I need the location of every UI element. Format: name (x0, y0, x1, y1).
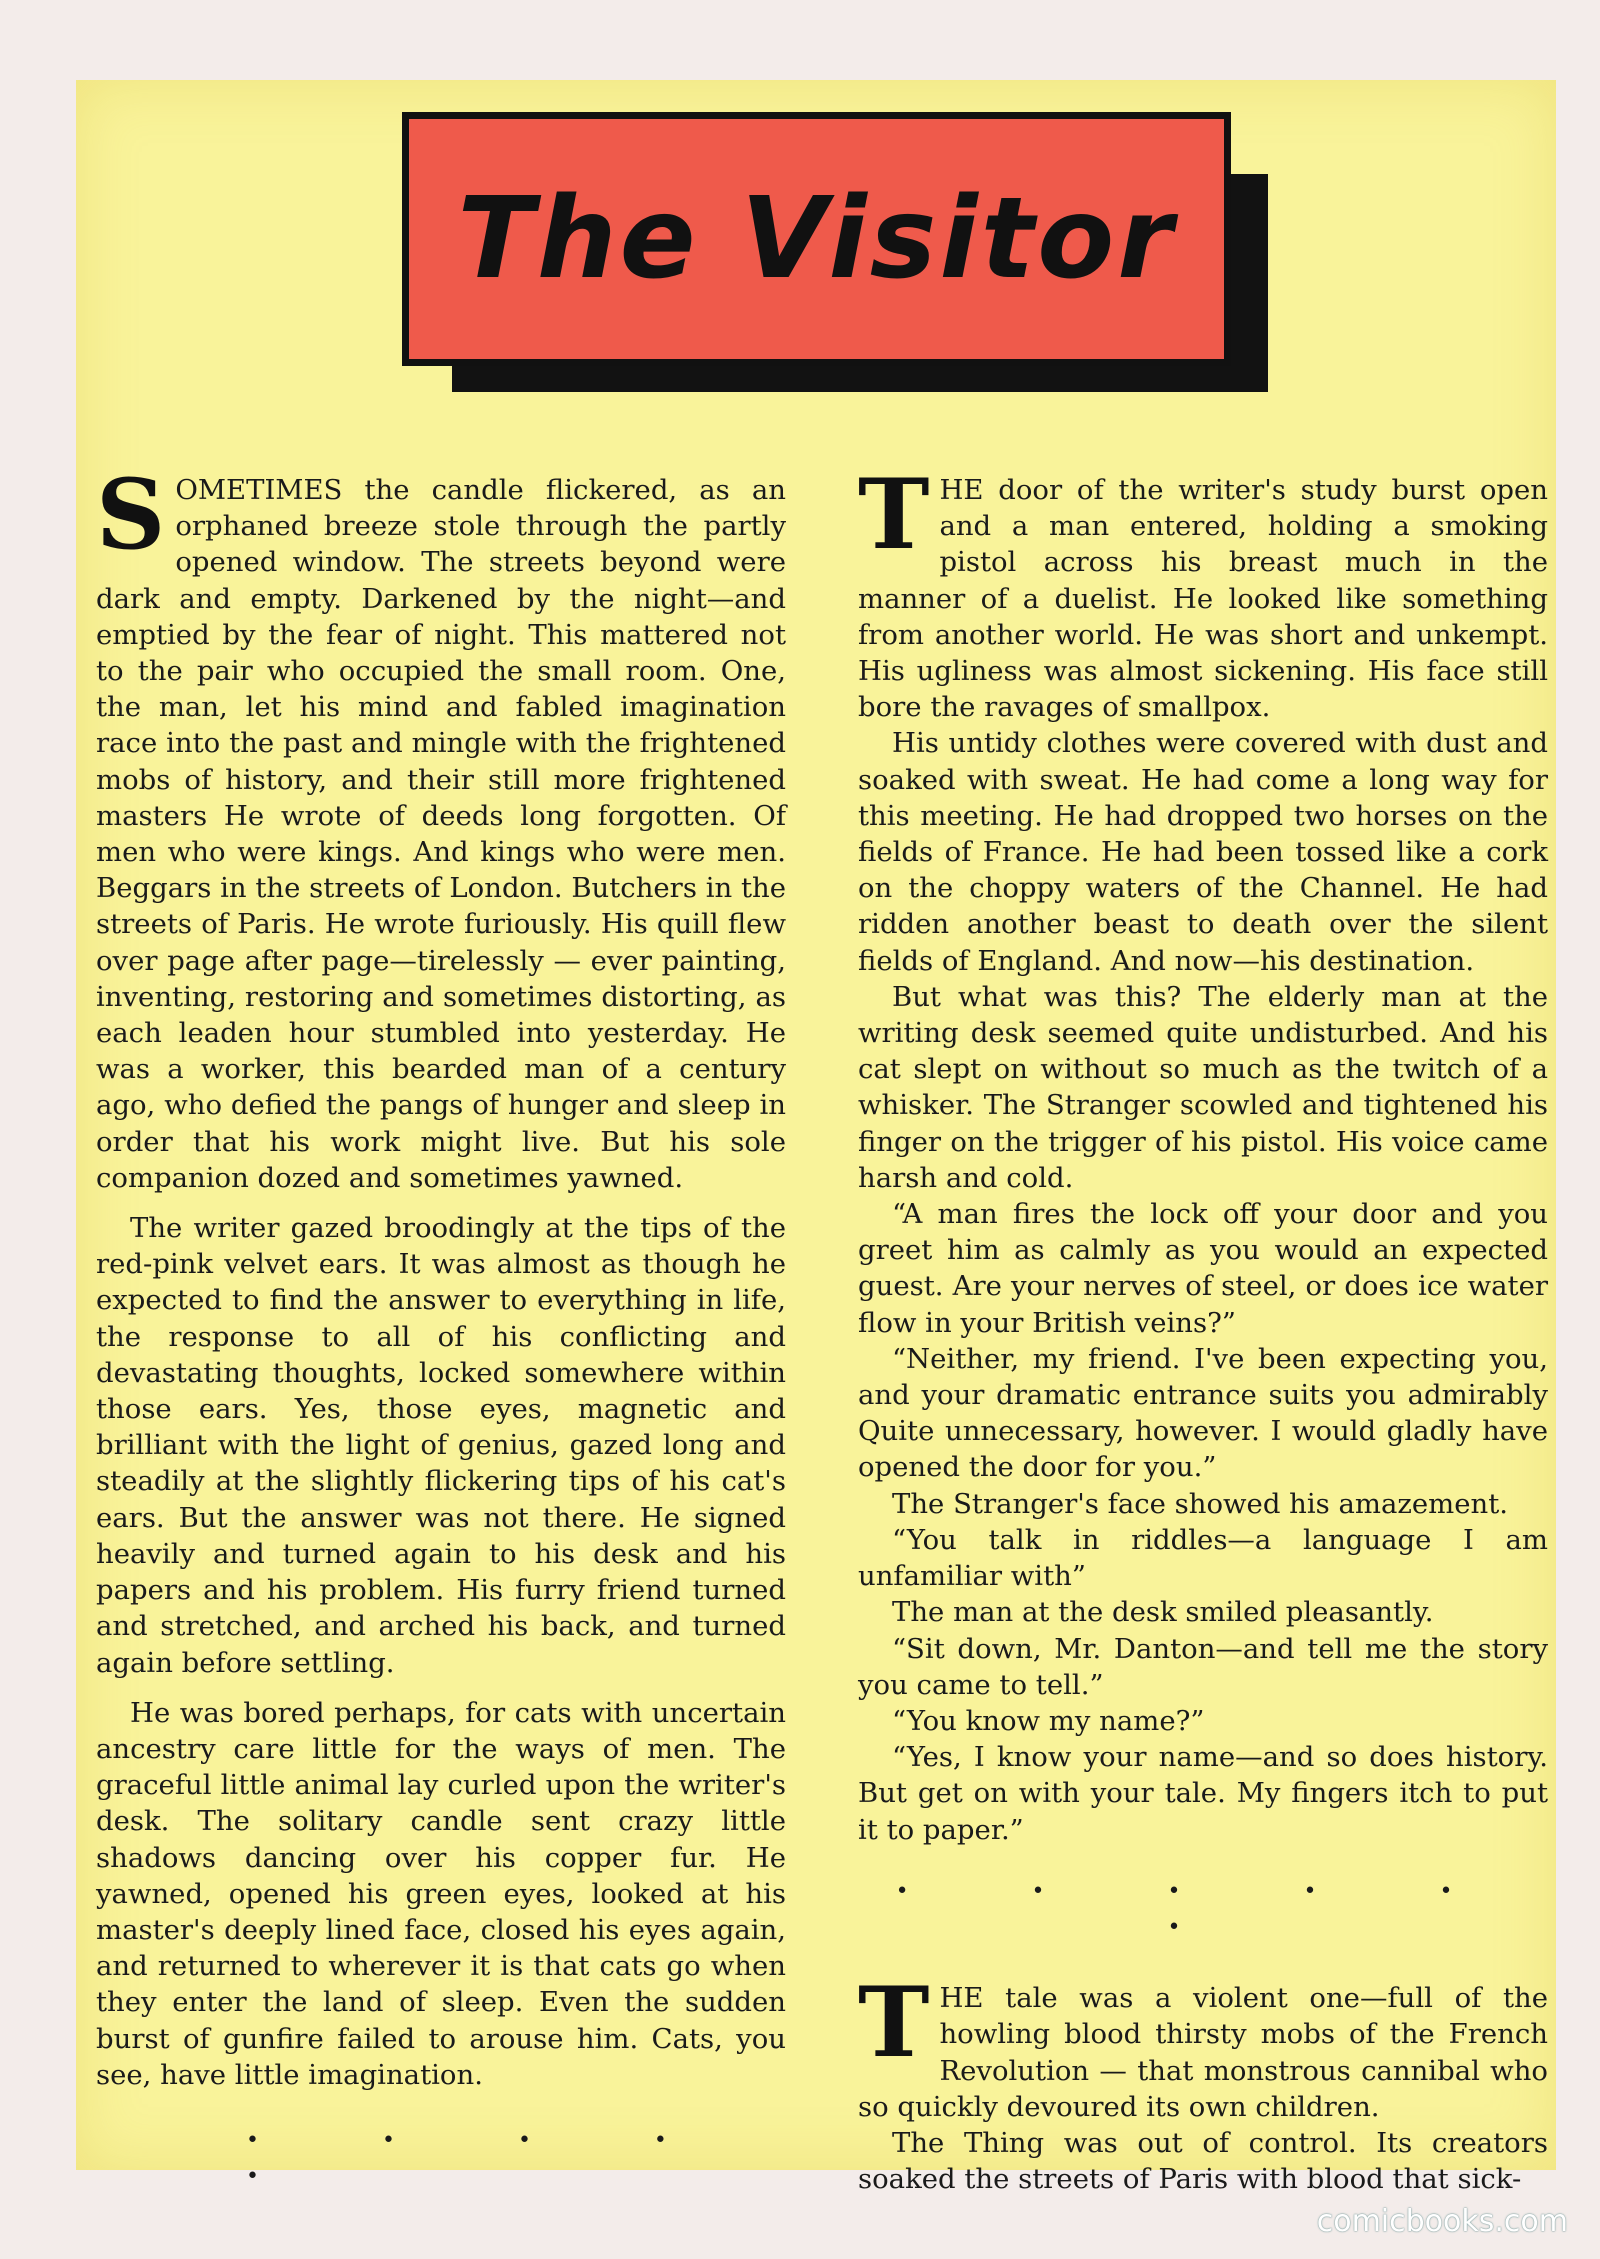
paragraph (858, 1966, 1548, 2125)
paragraph: The man at the desk smiled pleasantly. (892, 1596, 1434, 1629)
paragraph: But what was this? The elderly man at the writing desk seemed quite undisturbed. And his cat slept on without so much as the twitch of a whisker. The Stranger scowled and tightened his finger on the trigger of his pistol. His voice came harsh and cold. (858, 980, 1548, 1194)
paragraph: The Stranger's face showed his amazement. (892, 1487, 1509, 1520)
paragraph: The Thing was out of control. Its creators soaked the streets of Paris with blood that sick- (858, 2126, 1548, 2196)
paragraph: “A man fires the lock off your door and you greet him as calmly as you would an expected guest. Are your nerves of steel, or does ice water flow in your British veins?” (858, 1198, 1548, 1339)
paragraph: “Yes, I know your name—and so does history. But get on with your tale. My fingers itch to put it to paper.” (858, 1741, 1548, 1846)
paragraph: He was bored perhaps, for cats with uncertain ancestry care little for the ways of men. The graceful little animal lay curled upon the writer's desk. The solitary candle sent crazy little shadows dancing over his copper fur. He yawned, opened his green eyes, looked at his master's deeply lined face, closed his eyes again, and returned to wherever it is that cats go when they enter the land of sleep. Even the sudden burst of gunfire failed to arouse him. Cats, you see, have little imagination. (96, 1696, 786, 2091)
paragraph: “You know my name?” (892, 1704, 1205, 1737)
paragraph-text: HE tale was a violent one—full of the howling blood thirsty mobs of the French Revolution — that monstrous cannibal who so quickly devoured its own children. (858, 1982, 1548, 2123)
section-separator: • • • • • (246, 2127, 725, 2190)
paragraph: “Sit down, Mr. Danton—and tell me the story you came to tell.” (858, 1632, 1548, 1701)
paragraph (858, 458, 1548, 725)
watermark: comicbooks.com (1316, 2204, 1568, 2239)
right-column (858, 458, 1548, 2197)
drop-cap: S (96, 458, 166, 571)
story-title: The Visitor (457, 174, 1176, 304)
paragraph-text: OMETIMES the candle flickered, as an orphaned breeze stole through the partly opened window. The streets beyond were dark and empty. Darkened by the night—and emptied by the fear of night. This mattered not to the pair who occupied the small room. One, the man, let his mind and fabled imagination race into the past and mingle with the frightened mobs of history, and their still more frightened masters He wrote of deeds long forgotten. Of men who were kings. And kings who were men. Beggars in the streets of London. Butchers in the streets of Paris. He wrote furiously. His quill flew over page after page—tirelessly — ever painting, inventing, restoring and sometimes distorting, as each leaden hour stumbled into yesterday. He was a worker, this bearded man of a century ago, who defied the pangs of hunger and sleep in order that his work might live. But his sole companion dozed and sometimes yawned. (96, 474, 786, 1194)
paragraph (96, 458, 786, 1196)
section-separator: • • • • • • (895, 1878, 1511, 1940)
left-column (96, 458, 786, 2229)
paragraph-text: HE door of the writer's study burst open and a man entered, holding a smoking pistol across his breast much in the manner of a duelist. He looked like something from another world. He was short and unkempt. His ugliness was almost sickening. His face still bore the ravages of smallpox. (858, 474, 1548, 724)
paragraph: “You talk in riddles—a language I am unfamiliar with” (858, 1523, 1548, 1593)
drop-cap: T (858, 458, 930, 571)
paragraph: The writer gazed broodingly at the tips of the red-pink velvet ears. It was almost as though he expected to find the answer to everything in life, the response to all of his conflicting and devastating thoughts, locked somewhere within those ears. Yes, those eyes, magnetic and brilliant with the light of genius, gazed long and steadily at the slightly flickering tips of his cat's ears. But the answer was not there. He signed heavily and turned again to his desk and his papers and his problem. His furry friend turned and stretched, and arched his back, and turned again before settling. (96, 1212, 786, 1679)
drop-cap: T (858, 1966, 930, 2080)
paragraph: His untidy clothes were covered with dust and soaked with sweat. He had come a long way for this meeting. He had dropped two horses on the fields of France. He had been tossed like a cork on the choppy waters of the Channel. He had ridden another beast to death over the silent fields of England. And now—his destination. (858, 727, 1548, 977)
paragraph: “Neither, my friend. I've been expecting you, and your dramatic entrance suits you admirably Quite unnecessary, however. I would gladly have opened the door for you.” (858, 1342, 1548, 1484)
title-banner (402, 112, 1231, 366)
